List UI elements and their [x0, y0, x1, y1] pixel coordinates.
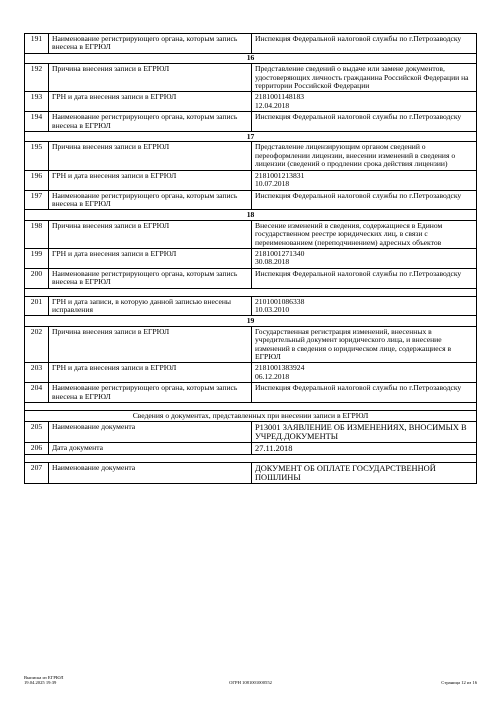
- row-number: 197: [25, 190, 49, 210]
- field-value: Инспекция Федеральной налоговой службы по г.Петрозаводску: [252, 383, 477, 403]
- table-row: [25, 268, 477, 288]
- table-row: [25, 422, 477, 443]
- row-number: 195: [25, 142, 49, 170]
- field-name: Дата документа: [49, 443, 252, 455]
- row-number: 203: [25, 363, 49, 383]
- field-name: Наименование регистрирующего органа, которым запись внесена в ЕГРЮЛ: [49, 112, 252, 132]
- table-row: [25, 142, 477, 170]
- row-number: 196: [25, 170, 49, 190]
- spacer-row: [25, 288, 477, 296]
- table-row: [25, 112, 477, 132]
- field-name: Наименование документа: [49, 463, 252, 484]
- field-name: Причина внесения записи в ЕГРЮЛ: [49, 142, 252, 170]
- field-name: Причина внесения записи в ЕГРЮЛ: [49, 64, 252, 92]
- spacer-cell: [25, 455, 477, 463]
- section-number: 16: [25, 53, 477, 63]
- field-name: Наименование регистрирующего органа, которым запись внесена в ЕГРЮЛ: [49, 190, 252, 210]
- field-name: ГРН и дата внесения записи в ЕГРЮЛ: [49, 248, 252, 268]
- row-number: 192: [25, 64, 49, 92]
- row-number: 205: [25, 422, 49, 443]
- spacer-cell: [25, 403, 477, 411]
- field-value: 2181001383924 06.12.2018: [252, 363, 477, 383]
- field-value: Внесение изменений в сведения, содержащиеся в Едином государственном реестре юридических лиц, в связи с переименованием (переподчинением) адресных объектов: [252, 220, 477, 248]
- table-row: [25, 220, 477, 248]
- footer-page-number: Страница 12 из 16: [441, 680, 477, 686]
- field-name: Причина внесения записи в ЕГРЮЛ: [49, 326, 252, 363]
- table-row: [25, 64, 477, 92]
- field-name: Наименование регистрирующего органа, которым запись внесена в ЕГРЮЛ: [49, 34, 252, 54]
- field-value: Инспекция Федеральной налоговой службы по г.Петрозаводску: [252, 190, 477, 210]
- subsection-heading-row: [25, 411, 477, 422]
- row-number: 207: [25, 463, 49, 484]
- field-value: Государственная регистрация изменений, внесенных в учредительный документ юридического лица, и внесение изменений в сведения о юридическом лице, содержащиеся в ЕГРЮЛ: [252, 326, 477, 363]
- footer-ogrn: ОГРН 1081001000552: [229, 680, 272, 686]
- section-header-row: [25, 132, 477, 142]
- field-value: Представление лицензирующим органом сведений о переоформлении лицензии, внесении изменений в сведения о лицензии (сведений о продлении срока действия лицензии): [252, 142, 477, 170]
- row-number: 199: [25, 248, 49, 268]
- footer-doc-title: Выписка из ЕГРЮЛ: [24, 675, 64, 680]
- field-value: Представление сведений о выдаче или замене документов, удостоверяющих личность гражданина Российской Федерации на территории Российской Федерации: [252, 64, 477, 92]
- row-number: 202: [25, 326, 49, 363]
- table-row: [25, 248, 477, 268]
- egrul-records-table: [24, 33, 477, 484]
- field-name: ГРН и дата внесения записи в ЕГРЮЛ: [49, 92, 252, 112]
- field-name: Наименование регистрирующего органа, которым запись внесена в ЕГРЮЛ: [49, 268, 252, 288]
- row-number: 200: [25, 268, 49, 288]
- field-value: Инспекция Федеральной налоговой службы по г.Петрозаводску: [252, 112, 477, 132]
- row-number: 194: [25, 112, 49, 132]
- field-name: ГРН и дата записи, в которую данной записью внесены исправления: [49, 296, 252, 316]
- field-value: 2181001271340 30.08.2018: [252, 248, 477, 268]
- spacer-row: [25, 455, 477, 463]
- field-value: 2101001086338 10.03.2010: [252, 296, 477, 316]
- section-header-row: [25, 316, 477, 326]
- field-value: Р13001 ЗАЯВЛЕНИЕ ОБ ИЗМЕНЕНИЯХ, ВНОСИМЫХ В УЧРЕД.ДОКУМЕНТЫ: [252, 422, 477, 443]
- table-row: [25, 170, 477, 190]
- row-number: 198: [25, 220, 49, 248]
- field-value: 2181001213831 10.07.2018: [252, 170, 477, 190]
- subsection-heading: Сведения о документах, представленных при внесении записи в ЕГРЮЛ: [25, 411, 477, 422]
- row-number: 201: [25, 296, 49, 316]
- table-row: [25, 190, 477, 210]
- spacer-cell: [25, 288, 477, 296]
- section-number: 17: [25, 132, 477, 142]
- row-number: 193: [25, 92, 49, 112]
- row-number: 204: [25, 383, 49, 403]
- table-row: [25, 463, 477, 484]
- field-value: 27.11.2018: [252, 443, 477, 455]
- document-page: [24, 33, 477, 484]
- table-row: [25, 92, 477, 112]
- field-name: Причина внесения записи в ЕГРЮЛ: [49, 220, 252, 248]
- field-value: ДОКУМЕНТ ОБ ОПЛАТЕ ГОСУДАРСТВЕННОЙ ПОШЛИНЫ: [252, 463, 477, 484]
- table-row: [25, 363, 477, 383]
- table-row: [25, 296, 477, 316]
- table-row: [25, 383, 477, 403]
- section-header-row: [25, 210, 477, 220]
- field-name: ГРН и дата внесения записи в ЕГРЮЛ: [49, 363, 252, 383]
- section-number: 19: [25, 316, 477, 326]
- field-value: Инспекция Федеральной налоговой службы по г.Петрозаводску: [252, 34, 477, 54]
- table-row: [25, 443, 477, 455]
- footer-datetime: 19.04.2025 19:39: [24, 680, 57, 686]
- section-header-row: [25, 53, 477, 63]
- field-name: Наименование регистрирующего органа, которым запись внесена в ЕГРЮЛ: [49, 383, 252, 403]
- field-value: 2181001148183 12.04.2018: [252, 92, 477, 112]
- table-row: [25, 326, 477, 363]
- section-number: 18: [25, 210, 477, 220]
- row-number: 206: [25, 443, 49, 455]
- field-name: ГРН и дата внесения записи в ЕГРЮЛ: [49, 170, 252, 190]
- row-number: 191: [25, 34, 49, 54]
- spacer-row: [25, 403, 477, 411]
- table-row: [25, 34, 477, 54]
- field-name: Наименование документа: [49, 422, 252, 443]
- field-value: Инспекция Федеральной налоговой службы по г.Петрозаводску: [252, 268, 477, 288]
